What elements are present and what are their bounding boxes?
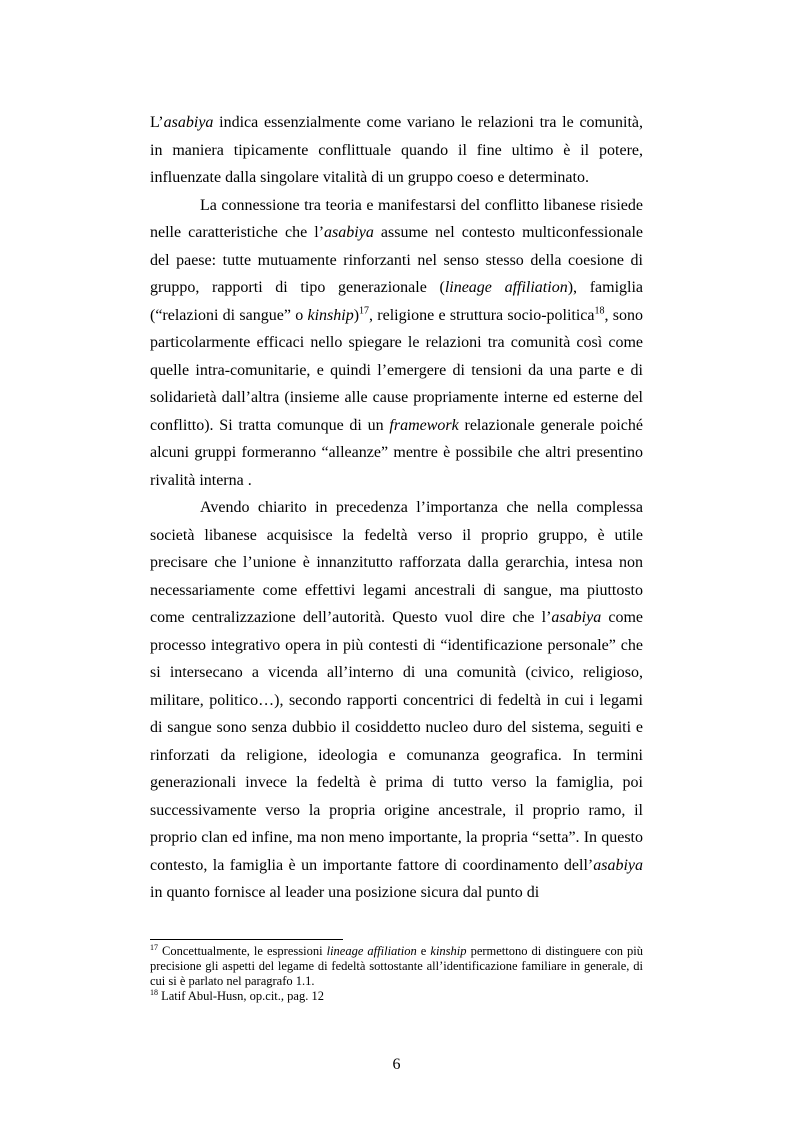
text-run: e [416,944,431,958]
italic-term: kinship [430,944,467,958]
text-run: , religione e struttura socio-politica [369,306,595,324]
text-run: indica essenzialmente come variano le relazioni tra le comunità, in maniera tipicamente conflittuale quando il fine ultimo è il potere, influenzate dalla singolare vitalità di un gruppo coeso e determinato. [150,114,643,186]
italic-term: framework [389,416,459,434]
italic-term: asabiya [551,609,602,626]
page-number: 6 [392,1056,401,1073]
footnotes [150,944,643,1004]
text-run: Concettualmente, le espressioni [158,944,327,958]
text-run: L’ [150,114,164,131]
footnote-number: 18 [150,987,158,997]
footnote-number: 17 [150,942,158,952]
italic-term: kinship [307,306,354,324]
text-run: assume nel contesto multiconfessionale del paese: tutte mutuamente rinforzanti nel senso stesso della coesione di gruppo, rapporti di tipo generazionale ( [150,224,643,296]
paragraph-1 [150,109,643,192]
text-run: , sono particolarmente efficaci nello spiegare le relazioni tra comunità così come quelle intra-comunitarie, e quindi l’emergere di tensioni da una parte e di solidarietà dall’altra (insieme alle cause propriamente interne ed esterne del conflitto). Si tratta comunque di un [150,306,644,434]
italic-term: asabiya [163,114,214,131]
footnote-18 [150,989,643,1004]
text-run: Avendo chiarito in precedenza l’importanza che nella complessa società libanese acquisisce la fedeltà verso il proprio gruppo, è utile precisare che l’unione è innanzitutto rafforzata dalla gerarchia, intesa non necessariamente come effettivi legami ancestrali di sangue, ma piuttosto come centralizzazione dell’autorità. Questo vuol dire che l’ [150,499,643,626]
footnote-ref-18[interactable]: 18 [594,305,605,317]
paragraph-2 [150,192,643,495]
text-run: La connessione tra teoria e manifestarsi del conflitto libanese risiede nelle caratteristiche che l’ [150,196,643,241]
italic-term: asabiya [593,856,643,874]
body-text [150,109,643,907]
text-run: Latif Abul-Husn, op.cit., pag. 12 [158,989,324,1003]
footnote-divider [150,939,343,940]
text-run: in quanto fornisce al leader una posizione sicura dal punto di [150,884,540,901]
footnote-17 [150,944,643,989]
italic-term: lineage affiliation [326,944,417,958]
text-run: relazionale generale poiché alcuni gruppi formeranno “alleanze” mentre è possibile che altri presentino rivalità interna . [150,416,644,489]
paragraph-3 [150,494,643,907]
text-run: ), famiglia (“relazioni di sangue” o [150,279,644,324]
text-run: ) [353,306,360,324]
italic-term: asabiya [324,224,374,241]
text-run: permettono di distinguere con più precisione gli aspetti del legame di fedeltà sottostante all’identificazione familiare in generale, di cui si è parlato nel paragrafo 1.1. [150,944,643,988]
text-run: come processo integrativo opera in più contesti di “identificazione personale” che si intersecano a vicenda all’interno di una comunità (civico, religioso, militare, politico…), secondo rapporti concentrici di fedeltà in cui i legami di sangue sono senza dubbio il cosiddetto nucleo duro del sistema, seguiti e rinforzati da religione, ideologia e comunanza geografica. In termini generazionali invece la fedeltà è prima di tutto verso la famiglia, poi successivamente verso la propria origine ancestrale, il proprio ramo, il proprio clan ed infine, ma non meno importante, la propria “setta”. In questo contesto, la famiglia è un importante fattore di coordinamento dell’ [150,609,643,874]
footnote-ref-17[interactable]: 17 [359,305,370,317]
italic-term: lineage affiliation [444,279,568,296]
